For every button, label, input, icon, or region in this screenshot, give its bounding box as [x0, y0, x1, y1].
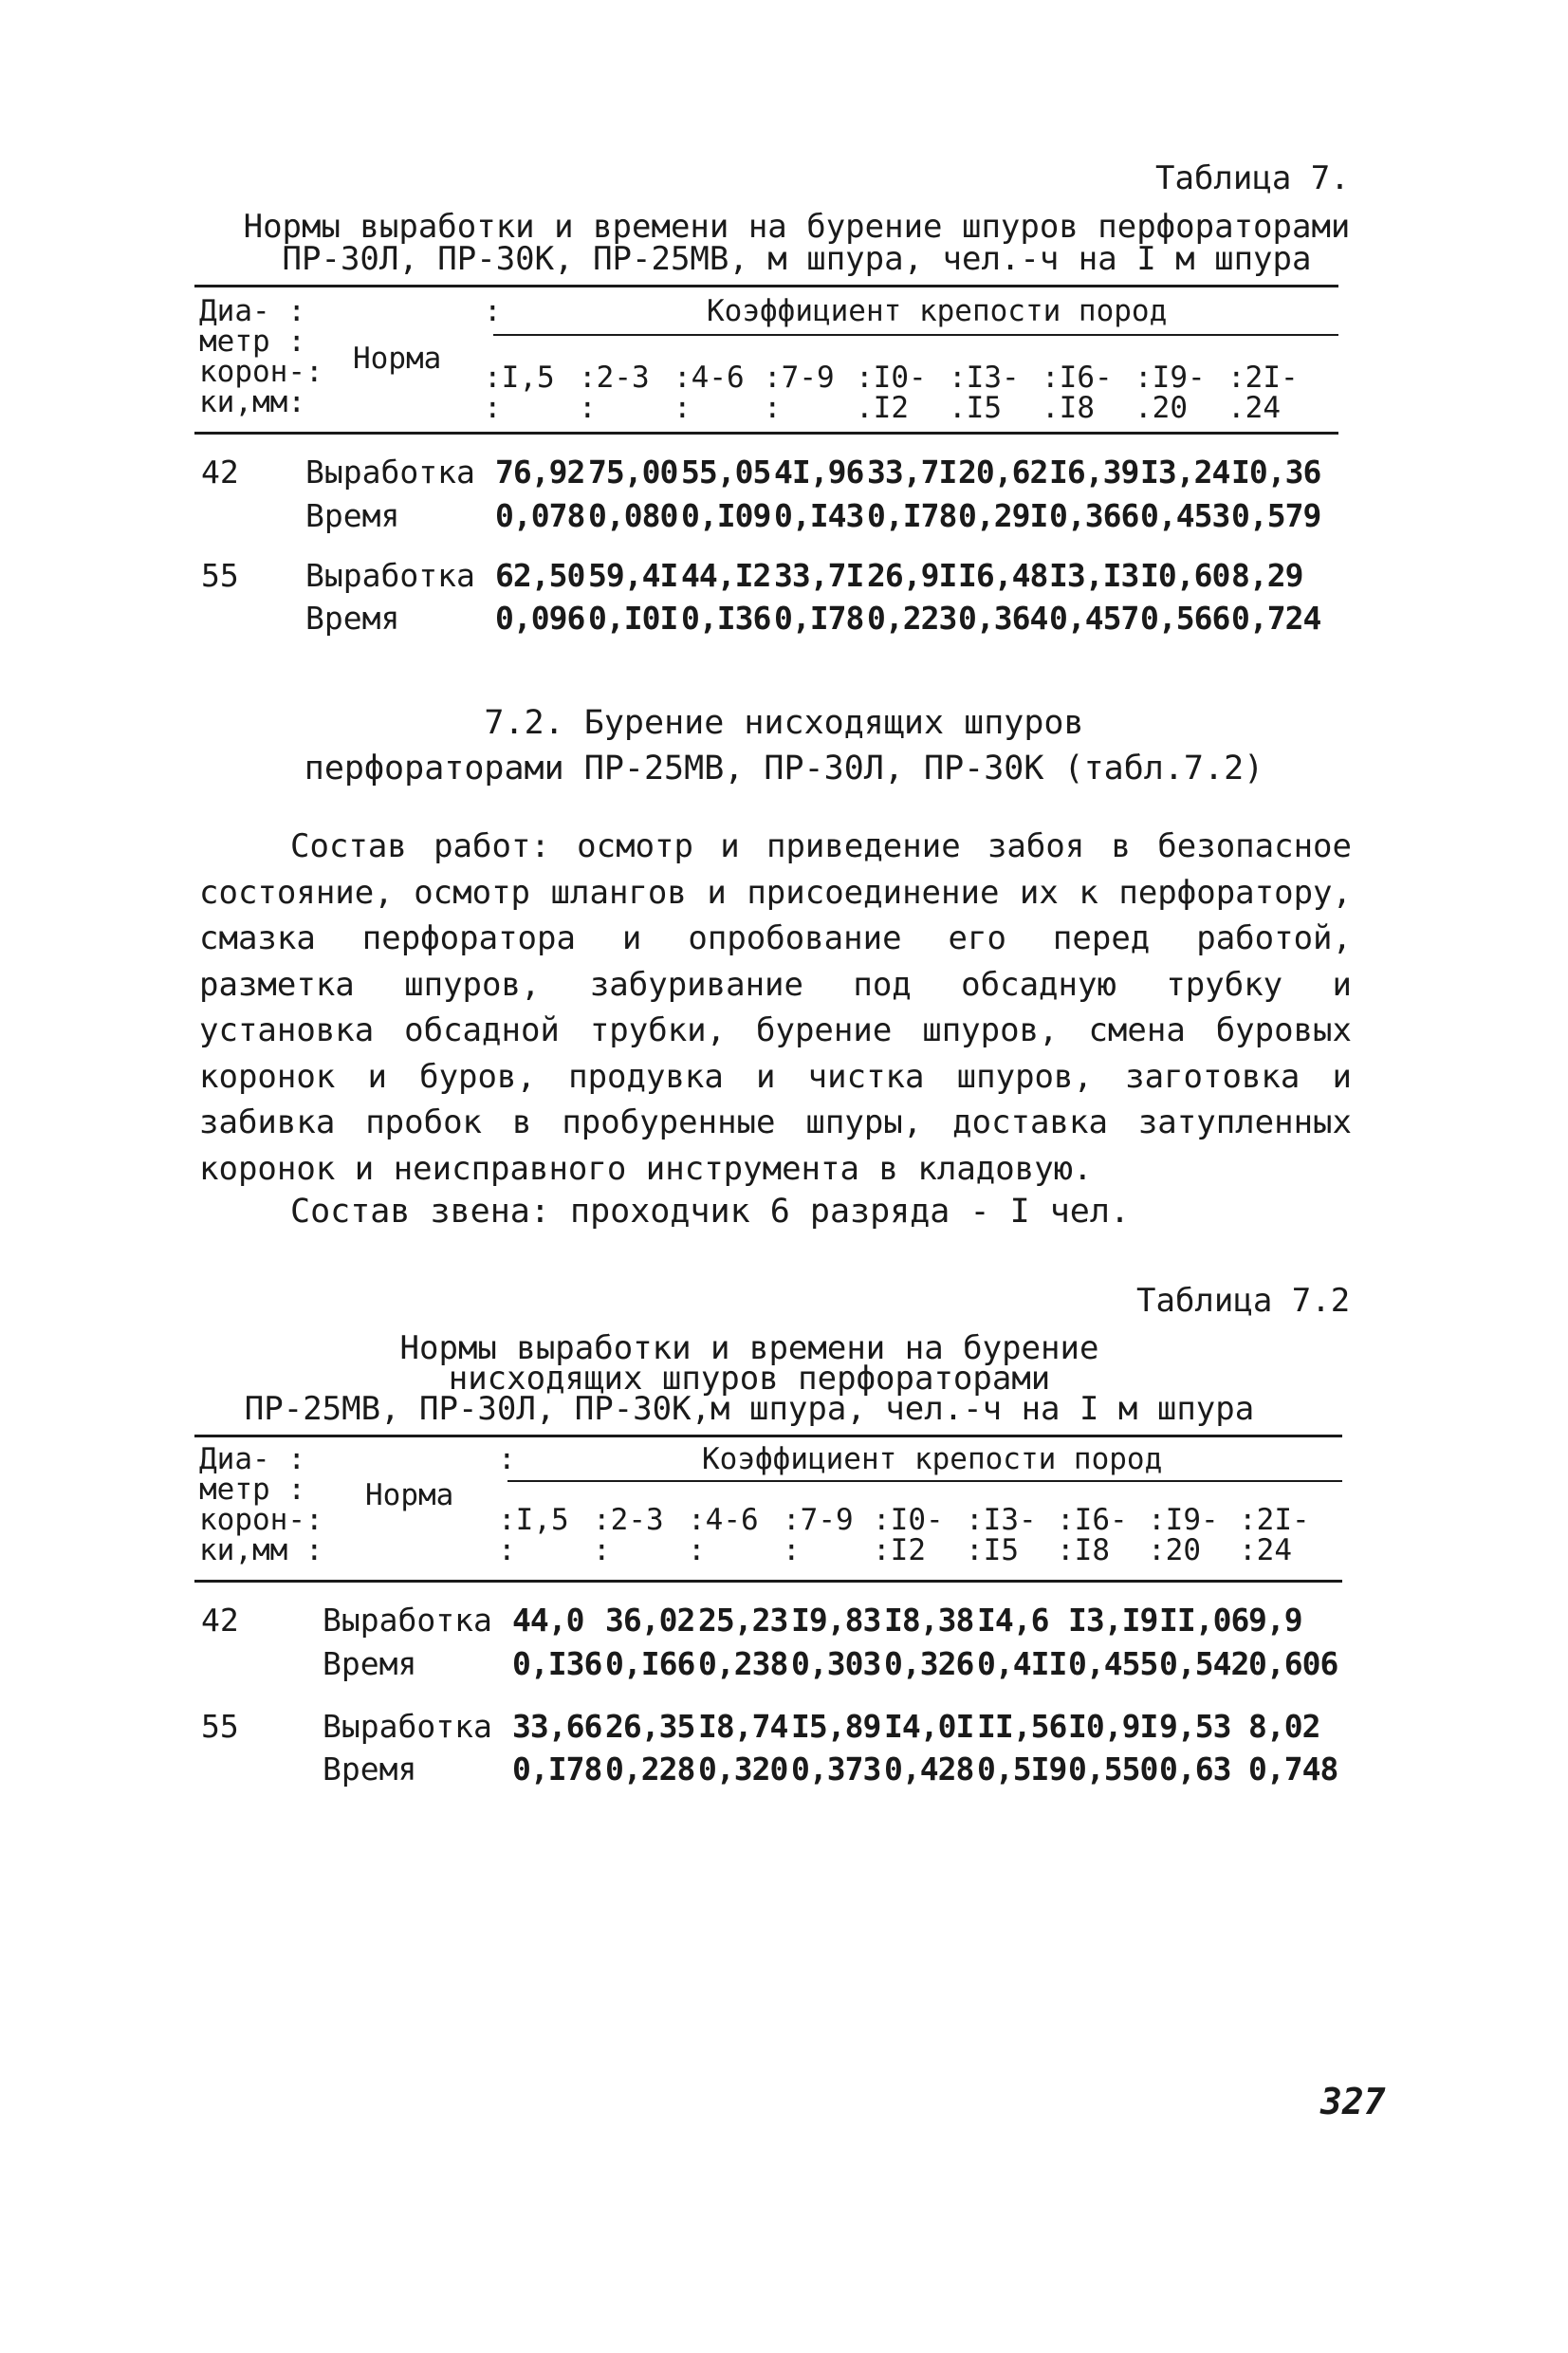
value-cell: 0,4II	[977, 1645, 1067, 1682]
table1-diam-head-1: Диа- :	[199, 294, 305, 328]
value-cell: 0,453	[1140, 497, 1230, 534]
value-cell: I9,83	[791, 1602, 881, 1639]
value-cell: 0,5I9	[977, 1751, 1067, 1788]
value-cell: 8,02	[1248, 1708, 1320, 1745]
table2-col-head-7-bottom: :I8	[1057, 1533, 1110, 1567]
table2-col-head-7-top: :I6-	[1057, 1503, 1128, 1537]
table2-col-head-2-top: :2-3	[593, 1503, 664, 1537]
table2-title-line3: ПР-25МВ, ПР-30Л, ПР-30К,м шпура, чел.-ч на I м шпура	[244, 1390, 1255, 1428]
table1-col-head-6-bottom: .I5	[949, 391, 1002, 425]
value-cell: 0,080	[588, 497, 678, 534]
table1-col-head-8-bottom: .20	[1134, 391, 1188, 425]
value-cell: 36,02	[605, 1602, 695, 1639]
value-cell: 26,35	[605, 1708, 695, 1745]
value-cell: 0,320	[698, 1751, 788, 1788]
table1-diam-head-2: метр :	[199, 324, 305, 359]
value-cell: 0,303	[791, 1645, 881, 1682]
value-cell: 0,I66	[605, 1645, 695, 1682]
table2-col-head-4-top: :7-9	[783, 1503, 854, 1537]
table2-col-head-3-bottom: :	[688, 1533, 706, 1567]
norm-label-cell: Время	[323, 1751, 417, 1788]
value-cell: I0,9I	[1068, 1708, 1158, 1745]
value-cell: 0,542	[1159, 1645, 1249, 1682]
table2-col-head-4-bottom: :	[783, 1533, 801, 1567]
table2-coef-head: Коэффициент крепости пород	[702, 1442, 1163, 1476]
value-cell: 0,096	[495, 600, 585, 637]
table2-col-head-6-top: :I3-	[966, 1503, 1037, 1537]
value-cell: 0,748	[1248, 1751, 1338, 1788]
norm-label-cell: Выработка	[323, 1708, 492, 1745]
value-cell: 76,92	[495, 454, 585, 491]
table1-col-head-1-bottom: :	[484, 391, 502, 425]
section-heading-line2: перфораторами ПР-25МВ, ПР-30Л, ПР-30К (табл.7.2)	[304, 750, 1264, 787]
value-cell: 55,05	[681, 454, 771, 491]
value-cell: 0,366	[1049, 497, 1139, 534]
value-cell: I6,48	[958, 557, 1048, 594]
value-cell: I3,24	[1140, 454, 1230, 491]
table2-header-inner-rule	[507, 1480, 1342, 1482]
table1-col-head-3-top: :4-6	[673, 361, 745, 395]
value-cell: 0,078	[495, 497, 585, 534]
value-cell: I5,89	[791, 1708, 881, 1745]
value-cell: 0,364	[958, 600, 1048, 637]
diameter-cell: 55	[201, 1708, 239, 1745]
value-cell: 0,I43	[774, 497, 864, 534]
value-cell: 0,566	[1140, 600, 1230, 637]
value-cell: 0,428	[884, 1751, 974, 1788]
value-cell: 75,00	[588, 454, 678, 491]
value-cell: 0,I36	[512, 1645, 602, 1682]
table1-top-rule	[194, 285, 1338, 287]
value-cell: 0,63	[1159, 1751, 1231, 1788]
table1-col-head-9-top: :2I-	[1227, 361, 1299, 395]
value-cell: II,56	[977, 1708, 1067, 1745]
table1-norm-head: Норма	[353, 342, 442, 376]
table1-diam-head-4: ки,мм:	[199, 385, 305, 419]
value-cell: 0,228	[605, 1751, 695, 1788]
table1-col-head-5-bottom: .I2	[856, 391, 909, 425]
diameter-cell: 42	[201, 454, 239, 491]
table1-col-head-4-top: :7-9	[764, 361, 835, 395]
table1-col-head-7-bottom: .I8	[1042, 391, 1095, 425]
value-cell: 8,29	[1231, 557, 1303, 594]
value-cell: 0,606	[1248, 1645, 1338, 1682]
table2-col-head-5-top: :I0-	[873, 1503, 944, 1537]
diameter-cell: 42	[201, 1602, 239, 1639]
norm-label-cell: Время	[305, 600, 400, 637]
table2-col-head-1-bottom: :	[498, 1533, 516, 1567]
value-cell: 33,7I	[867, 454, 957, 491]
crew-composition: Состав звена: проходчик 6 разряда - I чел.	[290, 1193, 1131, 1231]
value-cell: I0,36	[1231, 454, 1321, 491]
value-cell: 0,579	[1231, 497, 1321, 534]
value-cell: I4,0I	[884, 1708, 974, 1745]
table1-header-inner-rule	[493, 334, 1338, 336]
value-cell: 0,I36	[681, 600, 771, 637]
value-cell: 0,I0I	[588, 600, 678, 637]
diameter-cell: 55	[201, 557, 239, 594]
value-cell: 0,457	[1049, 600, 1139, 637]
value-cell: 0,724	[1231, 600, 1321, 637]
table2-header-bottom-rule	[194, 1580, 1342, 1583]
table2-norm-head: Норма	[365, 1478, 454, 1512]
table1-caption: Таблица 7.	[1155, 159, 1350, 197]
value-cell: 0,455	[1068, 1645, 1158, 1682]
table1-title-line2: ПР-30Л, ПР-30К, ПР-25МВ, м шпура, чел.-ч на I м шпура	[282, 240, 1312, 278]
table1-col-head-2-top: :2-3	[579, 361, 650, 395]
table2-caption: Таблица 7.2	[1136, 1282, 1351, 1320]
table1-header-bottom-rule	[194, 432, 1338, 435]
table2-col-head-1-top: :I,5	[498, 1503, 569, 1537]
table2-diam-head-4: ки,мм :	[199, 1533, 323, 1567]
value-cell: 0,373	[791, 1751, 881, 1788]
table2-col-head-2-bottom: :	[593, 1533, 611, 1567]
table2-col-head-8-top: :I9-	[1148, 1503, 1219, 1537]
table1-diam-head-3: корон-:	[199, 355, 323, 389]
value-cell: 33,7I	[774, 557, 864, 594]
table2-top-rule	[194, 1435, 1342, 1437]
value-cell: 0,29I	[958, 497, 1048, 534]
value-cell: 33,66	[512, 1708, 602, 1745]
value-cell: 0,I78	[774, 600, 864, 637]
value-cell: 0,550	[1068, 1751, 1158, 1788]
table2-title-line2: нисходящих шпуров перфораторами	[448, 1360, 1051, 1398]
table1-col-head-4-bottom: :	[764, 391, 782, 425]
value-cell: I0,60	[1140, 557, 1230, 594]
value-cell: I4,6	[977, 1602, 1049, 1639]
table2-diam-head-1: Диа- :	[199, 1442, 305, 1476]
value-cell: 44,0	[512, 1602, 584, 1639]
value-cell: 0,223	[867, 600, 957, 637]
value-cell: 0,238	[698, 1645, 788, 1682]
value-cell: 25,23	[698, 1602, 788, 1639]
table1-col-head-9-bottom: .24	[1227, 391, 1281, 425]
table2-head-sep: :	[498, 1442, 516, 1476]
table1-col-head-5-top: :I0-	[856, 361, 927, 395]
table2-title-line1: Нормы выработки и времени на бурение	[399, 1329, 1099, 1367]
table1-col-head-2-bottom: :	[579, 391, 597, 425]
norm-label-cell: Время	[305, 497, 400, 534]
table1-col-head-6-top: :I3-	[949, 361, 1020, 395]
table1-col-head-3-bottom: :	[673, 391, 692, 425]
value-cell: 0,I78	[867, 497, 957, 534]
table2-col-head-3-top: :4-6	[688, 1503, 759, 1537]
norm-label-cell: Выработка	[323, 1602, 492, 1639]
value-cell: 20,62	[958, 454, 1048, 491]
table1-col-head-7-top: :I6-	[1042, 361, 1113, 395]
table2-diam-head-3: корон-:	[199, 1503, 323, 1537]
value-cell: I3,I3	[1049, 557, 1139, 594]
table1-head-sep: :	[484, 294, 502, 328]
value-cell: 62,50	[495, 557, 585, 594]
table1-coef-head: Коэффициент крепости пород	[707, 294, 1168, 328]
section-heading-line1: 7.2. Бурение нисходящих шпуров	[484, 704, 1084, 742]
table2-col-head-8-bottom: :20	[1148, 1533, 1201, 1567]
value-cell: 9,53	[1159, 1708, 1231, 1745]
value-cell: I8,38	[884, 1602, 974, 1639]
work-description: Состав работ: осмотр и приведение забоя в безопасное состояние, осмотр шлангов и присоединение их к перфоратору, смазка перфоратора и опробование его перед работой, разметка шпуров, забуривание под обсадную трубку и установка обсадной трубки, бурение шпуров, смена буровых коронок и буров, продувка и чистка шпуров, заготовка и забивка пробок в пробуренные шпуры, доставка затупленных коронок и неисправного инструмента в кладовую.	[199, 827, 1352, 1188]
table1-col-head-8-top: :I9-	[1134, 361, 1206, 395]
value-cell: I6,39	[1049, 454, 1139, 491]
value-cell: 9,9	[1248, 1602, 1302, 1639]
table2-diam-head-2: метр :	[199, 1473, 305, 1507]
norm-label-cell: Выработка	[305, 454, 475, 491]
value-cell: 4I,96	[774, 454, 864, 491]
value-cell: 26,9I	[867, 557, 957, 594]
page-number: 327	[1320, 2081, 1386, 2122]
value-cell: 59,4I	[588, 557, 678, 594]
norm-label-cell: Выработка	[305, 557, 475, 594]
table2-col-head-5-bottom: :I2	[873, 1533, 926, 1567]
value-cell: 44,I2	[681, 557, 771, 594]
value-cell: 0,I78	[512, 1751, 602, 1788]
value-cell: 0,326	[884, 1645, 974, 1682]
table2-col-head-9-bottom: :24	[1239, 1533, 1292, 1567]
table2-col-head-6-bottom: :I5	[966, 1533, 1019, 1567]
value-cell: I8,74	[698, 1708, 788, 1745]
value-cell: I3,I9	[1068, 1602, 1158, 1639]
value-cell: 0,I09	[681, 497, 771, 534]
table1-col-head-1-top: :I,5	[484, 361, 555, 395]
norm-label-cell: Время	[323, 1645, 417, 1682]
table1-title-line1: Нормы выработки и времени на бурение шпуров перфораторами	[243, 208, 1351, 246]
table2-col-head-9-top: :2I-	[1239, 1503, 1310, 1537]
value-cell: II,06	[1159, 1602, 1249, 1639]
